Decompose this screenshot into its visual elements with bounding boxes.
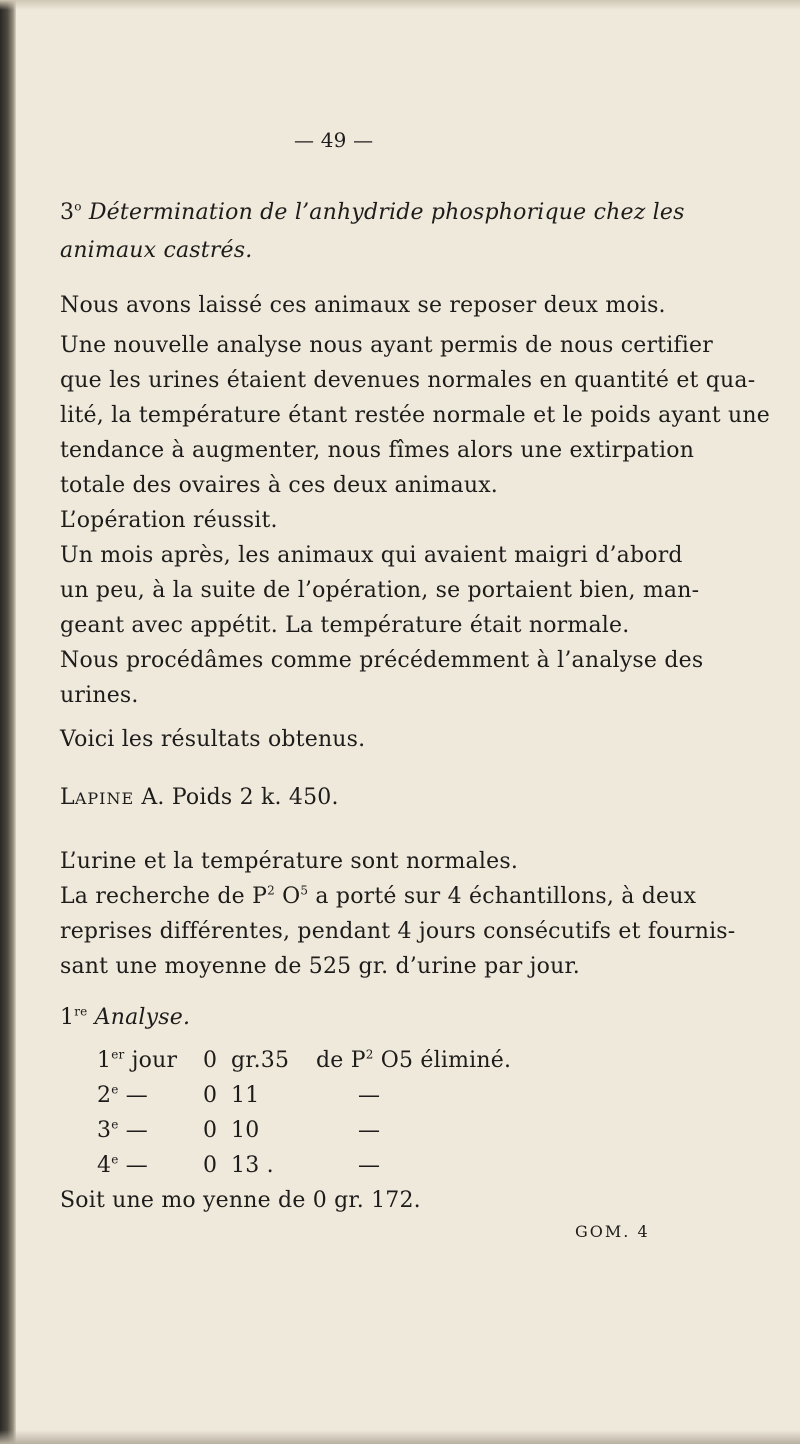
book-spine-shadow bbox=[0, 0, 16, 1444]
grams-int: 0 bbox=[203, 1118, 218, 1143]
section-heading-line1 bbox=[60, 200, 685, 225]
paragraph-line: lité, la température étant restée normale et le poids ayant une bbox=[60, 403, 770, 428]
signature-mark: GOM. 4 bbox=[575, 1222, 650, 1241]
grams-int: 0 bbox=[203, 1153, 218, 1178]
paragraph-line: tendance à augmenter, nous fîmes alors une extirpation bbox=[60, 438, 695, 463]
day-cell: 4e — bbox=[97, 1152, 148, 1178]
paragraph-line: reprises différentes, pendant 4 jours consécutifs et fournis- bbox=[60, 919, 736, 944]
day-cell: 1er jour bbox=[97, 1047, 178, 1073]
grams-int: 0 bbox=[203, 1083, 218, 1108]
book-page bbox=[60, 0, 770, 1444]
analysis-summary: Soit une mo yenne de 0 gr. 172. bbox=[60, 1188, 421, 1213]
grams-dec: gr.35 bbox=[231, 1048, 290, 1073]
text-run: a porté sur 4 échantillons, à deux bbox=[308, 884, 697, 909]
grams-dec: 10 bbox=[231, 1118, 260, 1143]
paragraph-rest: Nous avons laissé ces animaux se reposer deux mois. bbox=[60, 293, 666, 318]
day-cell: 2e — bbox=[97, 1082, 148, 1108]
subject-label-initial: L bbox=[60, 785, 75, 810]
page-number: — 49 — bbox=[294, 128, 374, 152]
section-number-sup: o bbox=[74, 199, 82, 214]
paragraph-line bbox=[60, 883, 697, 909]
paragraph-line: sant une moyenne de 525 gr. d’urine par jour. bbox=[60, 954, 580, 979]
grams-dec: 11 bbox=[231, 1083, 260, 1108]
ditto-cell: — bbox=[358, 1083, 381, 1108]
paragraph-results: Voici les résultats obtenus. bbox=[60, 727, 366, 752]
section-heading-line2: animaux castrés. bbox=[60, 238, 253, 263]
paragraph-line: un peu, à la suite de l’opération, se portaient bien, man- bbox=[60, 578, 700, 603]
section-number: 3 bbox=[60, 200, 75, 225]
subject-weight: A. Poids 2 k. 450. bbox=[141, 785, 339, 810]
day-cell: 3e — bbox=[97, 1117, 148, 1143]
paragraph-line: Nous procédâmes comme précédemment à l’analyse des bbox=[60, 648, 704, 673]
superscript: 5 bbox=[300, 883, 309, 898]
paragraph-operation: L’opération réussit. bbox=[60, 508, 278, 533]
subject-label-rest: APINE bbox=[74, 789, 135, 808]
analysis-heading bbox=[60, 1005, 190, 1030]
text-run: La recherche de P bbox=[60, 884, 268, 909]
paragraph-line: totale des ovaires à ces deux animaux. bbox=[60, 473, 498, 498]
analysis-title: Analyse. bbox=[94, 1005, 191, 1030]
subject-heading bbox=[60, 785, 339, 810]
grams-int: 0 bbox=[203, 1048, 218, 1073]
paragraph-line: urines. bbox=[60, 683, 139, 708]
grams-dec: 13 . bbox=[231, 1153, 274, 1178]
section-title: Détermination de l’anhydride phosphorique chez les bbox=[88, 200, 685, 225]
paragraph-line: geant avec appétit. La température était normale. bbox=[60, 613, 630, 638]
paragraph-line: Une nouvelle analyse nous ayant permis de nous certifier bbox=[60, 333, 713, 358]
superscript: 2 bbox=[267, 883, 275, 898]
ditto-cell: — bbox=[358, 1118, 381, 1143]
analysis-number-sup: re bbox=[74, 1004, 88, 1019]
paragraph-line: que les urines étaient devenues normales en quantité et qua- bbox=[60, 368, 756, 393]
paragraph-line: Un mois après, les animaux qui avaient maigri d’abord bbox=[60, 543, 683, 568]
ditto-cell: — bbox=[358, 1153, 381, 1178]
analysis-number: 1 bbox=[60, 1005, 75, 1030]
text-run: O bbox=[274, 884, 301, 909]
substance-cell: de $P^2$ O5 éliminé. bbox=[316, 1047, 512, 1073]
paragraph-normal: L’urine et la température sont normales. bbox=[60, 849, 519, 874]
